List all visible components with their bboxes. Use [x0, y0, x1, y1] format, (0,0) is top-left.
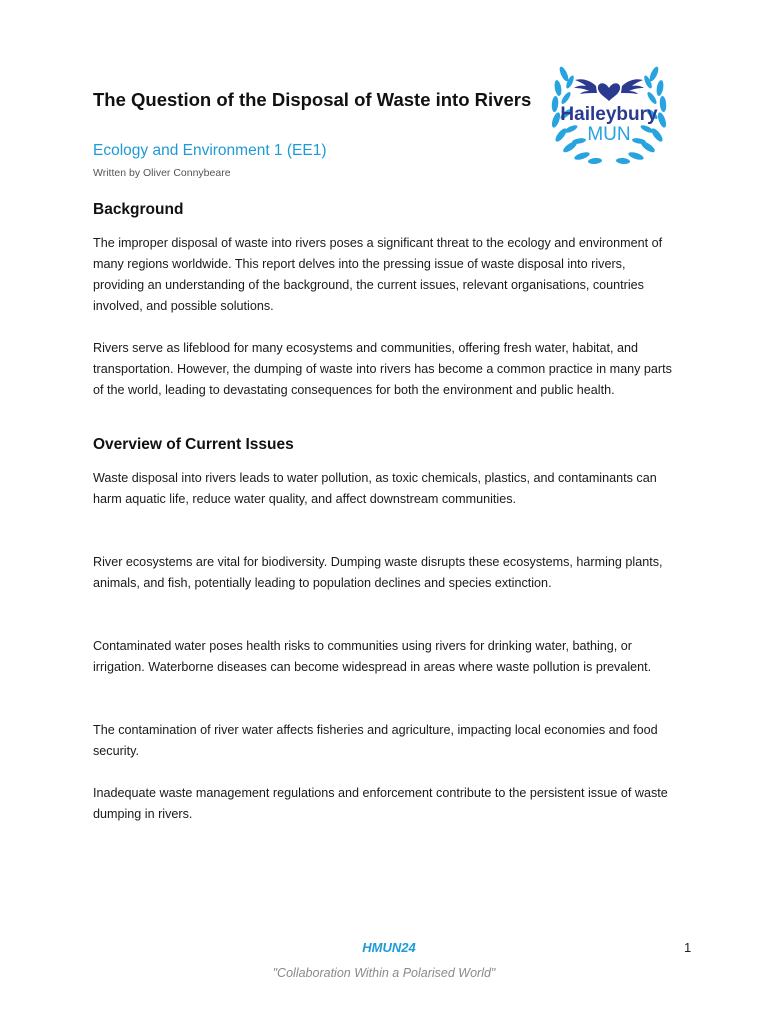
overview-paragraph-5: Inadequate waste management regulations and enforcement contribute to the persistent issue of waste dumping in rivers.	[93, 786, 668, 821]
overview-paragraph-3: Contaminated water poses health risks to communities using rivers for drinking water, bathing, or irrigation. Waterborne diseases can become widespread in areas where waste pollution is prevalent.	[93, 639, 652, 674]
logo-text-mun: MUN	[587, 124, 631, 145]
overview-paragraph-1: Waste disposal into rivers leads to water pollution, as toxic chemicals, plastics, and contaminants can harm aquatic life, reduce water quality, and affect downstream communities.	[93, 471, 657, 506]
document-title: The Question of the Disposal of Waste into Rivers	[93, 89, 532, 110]
winged-heart-icon	[574, 79, 644, 101]
footer-brand: HMUN24	[362, 940, 416, 955]
author-byline: Written by Oliver Connybeare	[93, 167, 231, 179]
footer-tagline: "Collaboration Within a Polarised World"	[272, 966, 496, 980]
background-paragraph-2: Rivers serve as lifeblood for many ecosystems and communities, offering fresh water, habitat, and transportation. However, the dumping of waste into rivers has become a common practice in many parts of the world, leading to devastating consequences for both the environment and public health.	[93, 341, 672, 397]
logo-text-haileybury: Haileybury	[560, 104, 658, 125]
committee-subtitle: Ecology and Environment 1 (EE1)	[93, 142, 327, 159]
background-heading: Background	[93, 201, 184, 218]
haileybury-mun-logo	[548, 58, 670, 168]
overview-paragraph-2: River ecosystems are vital for biodiversity. Dumping waste disrupts these ecosystems, harming plants, animals, and fish, potentially leading to population declines and species extinction.	[93, 555, 663, 590]
overview-heading: Overview of Current Issues	[93, 436, 294, 453]
overview-paragraph-4: The contamination of river water affects fisheries and agriculture, impacting local economies and food security.	[93, 723, 658, 758]
background-paragraph-1: The improper disposal of waste into rivers poses a significant threat to the ecology and environment of many regions worldwide. This report delves into the pressing issue of waste disposal into rivers, providing an understanding of the background, the current issues, relevant organisations, countries involved, and possible solutions.	[93, 236, 663, 313]
page-number: 1	[684, 940, 692, 955]
